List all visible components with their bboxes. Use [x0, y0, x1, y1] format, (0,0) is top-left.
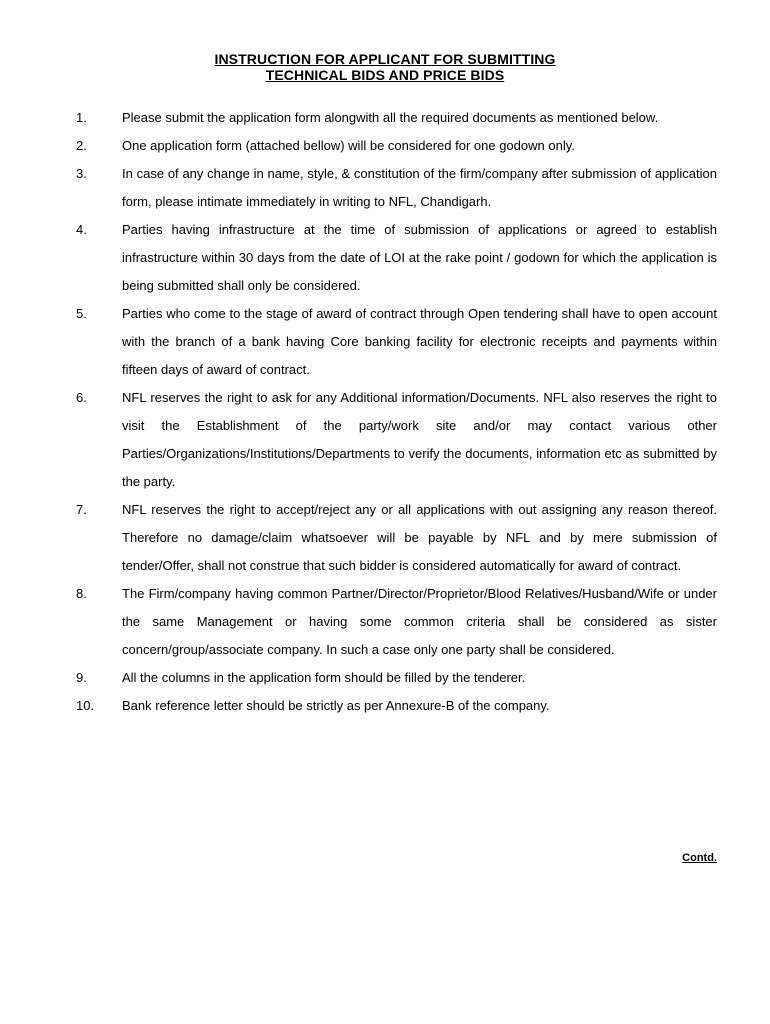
item-number: 5.: [76, 306, 87, 321]
document-title: [0, 51, 770, 83]
list-item: [0, 104, 770, 132]
item-number: 2.: [76, 138, 87, 153]
list-item: [0, 300, 770, 384]
list-item: [0, 496, 770, 580]
item-number: 7.: [76, 502, 87, 517]
item-text: One application form (attached bellow) will be considered for one godown only.: [122, 138, 575, 153]
item-number: 1.: [76, 110, 87, 125]
item-text: All the columns in the application form should be filled by the tenderer.: [122, 670, 526, 685]
item-number: 6.: [76, 390, 87, 405]
list-item: [0, 580, 770, 664]
item-number: 9.: [76, 670, 87, 685]
item-text: Parties who come to the stage of award of contract through Open tendering shall have to open account with the branch of a bank having Core banking facility for electronic receipts and payments within fifteen days of award of contract.: [122, 306, 717, 377]
item-number: 10.: [76, 698, 95, 713]
item-number: 4.: [76, 222, 87, 237]
item-text: In case of any change in name, style, & constitution of the firm/company after submission of application form, please intimate immediately in writing to NFL, Chandigarh.: [122, 166, 717, 209]
item-text: NFL reserves the right to accept/reject any or all applications with out assigning any reason thereof. Therefore no damage/claim whatsoever will be payable by NFL and by mere submission of tender/Offer, shall not construe that such bidder is considered automatically for award of contract.: [122, 502, 717, 573]
list-item: [0, 664, 770, 692]
list-item: [0, 384, 770, 496]
title-line-1: INSTRUCTION FOR APPLICANT FOR SUBMITTING: [214, 51, 556, 67]
list-item: [0, 132, 770, 160]
item-text: Bank reference letter should be strictly as per Annexure-B of the company.: [122, 698, 550, 713]
item-text: The Firm/company having common Partner/Director/Proprietor/Blood Relatives/Husband/Wife or under the same Management or having some common criteria shall be considered as sister concern/group/associate company. In such a case only one party shall be considered.: [122, 586, 717, 657]
title-line-2: TECHNICAL BIDS AND PRICE BIDS: [265, 67, 505, 83]
continued-label: Contd.: [682, 852, 717, 864]
list-item: [0, 160, 770, 216]
item-text: NFL reserves the right to ask for any Additional information/Documents. NFL also reserves the right to visit the Establishment of the party/work site and/or may contact various other Parties/Organizations/Institutions/Departments to verify the documents, information etc as submitted by the party.: [122, 390, 717, 489]
item-number: 8.: [76, 586, 87, 601]
list-item: [0, 692, 770, 720]
list-item: [0, 216, 770, 300]
item-text: Parties having infrastructure at the time of submission of applications or agreed to establish infrastructure within 30 days from the date of LOI at the rake point / godown for which the application is being submitted shall only be considered.: [122, 222, 717, 293]
item-number: 3.: [76, 166, 87, 181]
instruction-list: [0, 104, 770, 720]
item-text: Please submit the application form alongwith all the required documents as mentioned below.: [122, 110, 659, 125]
